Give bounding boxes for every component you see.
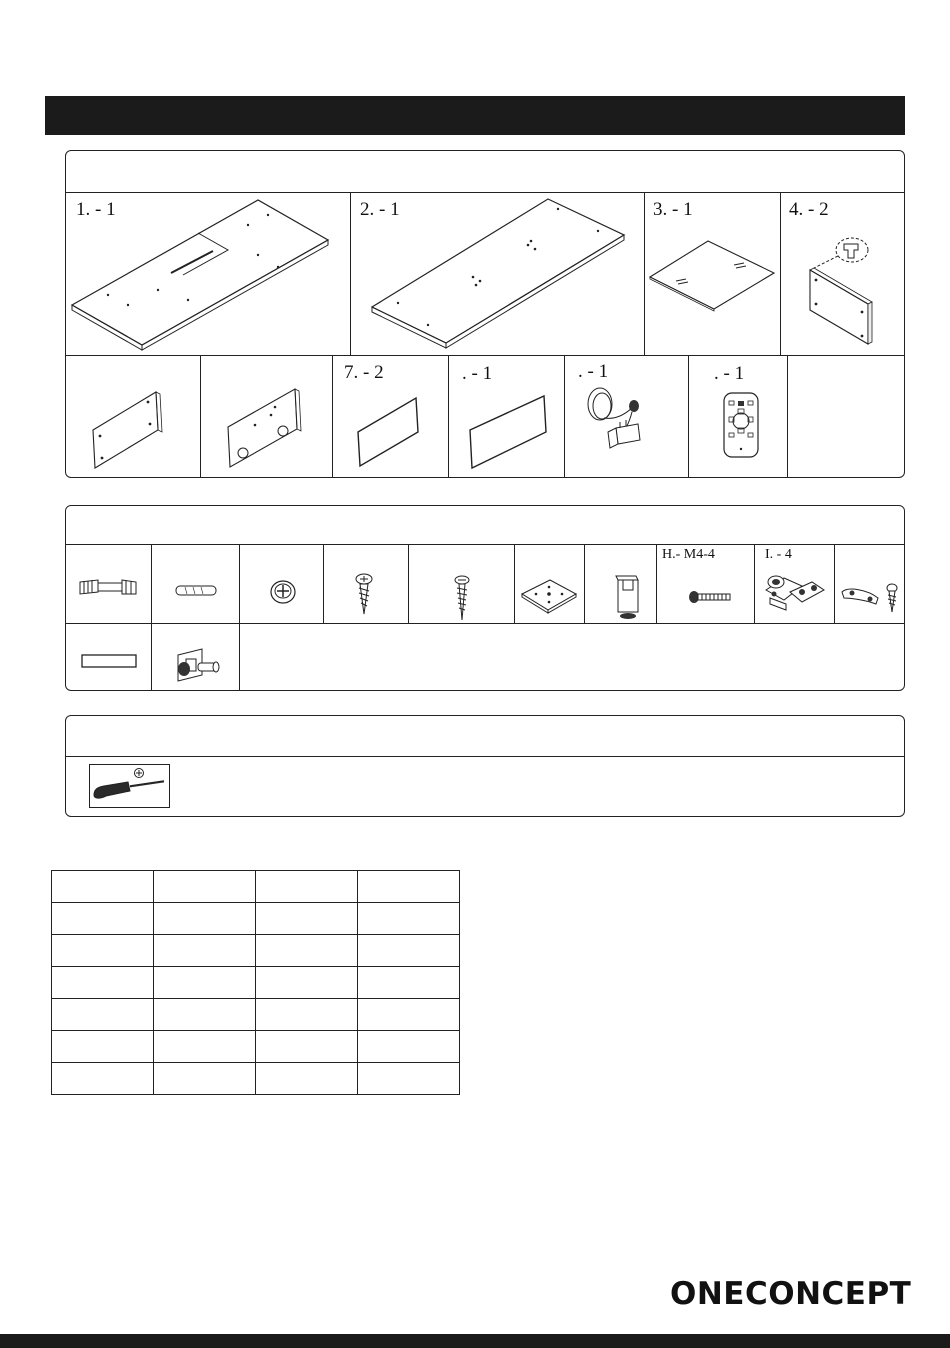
cam-lock-icon — [266, 576, 300, 606]
cell-divider — [780, 193, 781, 355]
spec-table — [51, 870, 460, 1095]
part-label-7: 7. - 2 — [344, 362, 384, 383]
back-panel-icon — [90, 388, 165, 473]
glass-panel-icon — [648, 235, 778, 315]
parts-header-divider — [66, 192, 904, 193]
long-top-panel-icon — [68, 195, 348, 355]
cell-divider — [656, 545, 657, 623]
side-panel-icon — [800, 232, 880, 352]
cell-divider — [323, 545, 324, 623]
cell-divider — [644, 193, 645, 355]
cell-divider — [448, 356, 449, 477]
footer-bar — [0, 1334, 950, 1348]
hardware-header-divider — [66, 544, 904, 545]
mounting-plate-icon — [518, 576, 580, 616]
table-row — [52, 903, 460, 935]
leg-foot-icon — [610, 572, 644, 622]
cell-divider — [688, 356, 689, 477]
hinge-icon — [760, 568, 830, 616]
part-label-9: . - 1 — [578, 361, 609, 382]
small-plate-icon — [356, 396, 421, 471]
short-screw-icon — [353, 572, 375, 616]
cell-divider — [332, 356, 333, 477]
hardware-label-i: I. - 4 — [765, 547, 792, 562]
hardware-row-divider — [66, 623, 904, 624]
clamp-bracket-icon — [172, 645, 222, 685]
part-label-8: . - 1 — [462, 363, 493, 384]
cell-divider — [514, 545, 515, 623]
part-label-4: 4. - 2 — [789, 199, 829, 220]
remote-control-icon — [722, 391, 762, 459]
bar-strip-icon — [80, 652, 140, 672]
section-header-bar — [45, 96, 905, 135]
parts-row-divider — [66, 355, 904, 356]
cell-divider — [584, 545, 585, 623]
cell-divider — [151, 545, 152, 690]
cell-divider — [834, 545, 835, 623]
part-label-2: 2. - 1 — [360, 199, 400, 220]
table-row — [52, 999, 460, 1031]
brand-logo: ONECONCEPT — [670, 1276, 912, 1312]
phillips-screwdriver-icon — [90, 765, 170, 807]
cell-divider — [787, 356, 788, 477]
tools-box — [65, 715, 905, 817]
hinged-panel-icon — [225, 385, 305, 475]
table-row — [52, 967, 460, 999]
table-row — [52, 871, 460, 903]
cell-divider — [408, 545, 409, 623]
part-label-3: 3. - 1 — [653, 199, 693, 220]
cam-bolt-icon — [76, 574, 144, 602]
cell-divider — [564, 356, 565, 477]
machine-screw-icon — [686, 588, 734, 606]
table-row — [52, 1031, 460, 1063]
part-label-10: . - 1 — [714, 363, 745, 384]
bracket-screw-icon — [838, 580, 902, 616]
cell-divider — [239, 545, 240, 690]
wooden-dowel-icon — [173, 582, 221, 598]
part-label-1: 1. - 1 — [76, 199, 116, 220]
cell-divider — [754, 545, 755, 623]
long-screw-icon — [452, 574, 472, 622]
tools-header-divider — [66, 756, 904, 757]
large-plate-icon — [468, 394, 548, 472]
led-cable-icon — [582, 384, 652, 454]
cell-divider — [200, 356, 201, 477]
hardware-label-h: H.- M4-4 — [662, 547, 715, 562]
table-row — [52, 935, 460, 967]
table-row — [52, 1063, 460, 1095]
long-board-icon — [368, 195, 628, 350]
cell-divider — [350, 193, 351, 355]
